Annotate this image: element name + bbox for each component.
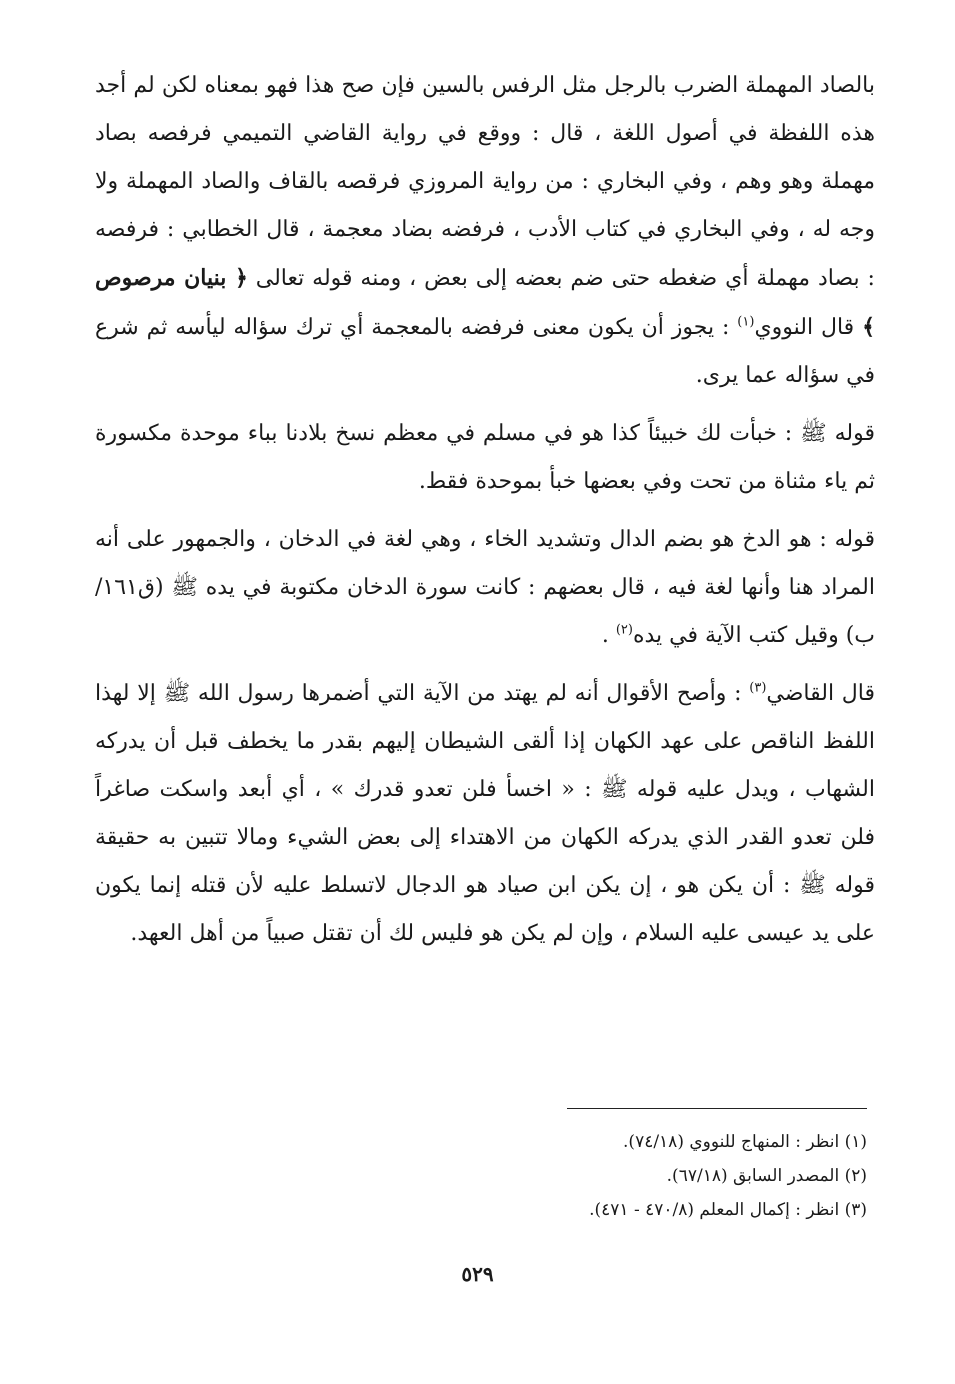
main-text	[95, 62, 875, 958]
footnote-1: (١) انظر : المنهاج للنووي (٧٤/١٨).	[623, 1132, 867, 1152]
paragraph-3-tail: .	[601, 623, 616, 648]
quran-verse: ﴿ بنيان مرصوص ﴾	[95, 265, 875, 340]
paragraph-4-head: قال القاضي	[766, 681, 875, 706]
footnote-3: (٣) انظر : إكمال المعلم (٤٧٠/٨ - ٤٧١).	[589, 1200, 867, 1220]
paragraph-1-tail: : يجوز أن يكون معنى فرفضه بالمعجمة أي ترك سؤاله ليأسه ثم شرع في سؤاله عما يرى.	[95, 315, 875, 388]
paragraph-3	[95, 516, 875, 660]
footnote-divider	[567, 1108, 867, 1109]
footnote-marker-2[interactable]: (٢)	[615, 622, 633, 638]
paragraph-4-text: : وأصح الأقوال أنه لم يهتد من الآية التي أضمرها رسول الله ﷺ إلا لهذا اللفظ الناقص على عهد الكهان إذا ألقى الشيطان إليهم بقدر ما يخطف قبل أن يدركه الشهاب ، ويدل عليه قوله ﷺ : « اخسأ فلن تعدو قدرك » ، أي أبعد واسكت صاغراً فلن تعدو القدر الذي يدركه الكهان من الاهتداء إلى بعض الشيء ومالا تتبين به حقيقة قوله ﷺ : أن يكن هو ، إن يكن ابن صياد هو الدجال لاتسلط عليه لأن قتله إنما يكون على يد عيسى عليه السلام ، وإن لم يكن هو فليس لك أن تقتل صبياً من أهل العهد.	[95, 681, 875, 946]
paragraph-2	[95, 410, 875, 506]
paragraph-1-text: بالصاد المهملة الضرب بالرجل مثل الرفس بالسين فإن صح هذا فهو بمعناه لكن لم أجد هذه اللفظة في أصول اللغة ، قال : ووقع في رواية القاضي التميمي فرفصه بصاد مهملة وهو وهم ، وفي البخاري : من رواية المروزي فرقصه بالقاف والصاد المهملة ولا وجه له ، وفي البخاري في كتاب الأدب ، فرفضه بضاد معجمة ، قال الخطابي : فرفصه : بصاد مهملة أي ضغطه حتى ضم بعضه إلى بعض ، ومنه قوله تعالى	[95, 73, 875, 291]
footnote-marker-3[interactable]: (٣)	[749, 680, 767, 696]
paragraph-2-text: قوله ﷺ : خبأت لك خبيئاً كذا هو في مسلم في معظم نسخ بلادنا بباء موحدة مكسورة ثم ياء مثناة من تحت وفي بعضها خبأ بموحدة فقط.	[95, 421, 875, 494]
page-number: ٥٢٩	[461, 1262, 494, 1286]
paragraph-4	[95, 670, 875, 958]
footnotes-section	[95, 1108, 875, 1227]
paragraph-1-continuation: قال النووي	[754, 315, 863, 340]
footnote-marker-1[interactable]: (١)	[737, 314, 755, 330]
paragraph-1	[95, 62, 875, 400]
paragraph-3-text: قوله : هو الدخ هو بضم الدال وتشديد الخاء ، وهي لغة في الدخان ، والجمهور على أنه المراد هنا وأنها لغة فيه ، قال بعضهم : كانت سورة الدخان مكتوبة في يده ﷺ (ق١٦١/ب) وقيل كتب الآية في يده	[95, 527, 875, 648]
footnote-2: (٢) المصدر السابق (٦٧/١٨).	[666, 1166, 867, 1186]
